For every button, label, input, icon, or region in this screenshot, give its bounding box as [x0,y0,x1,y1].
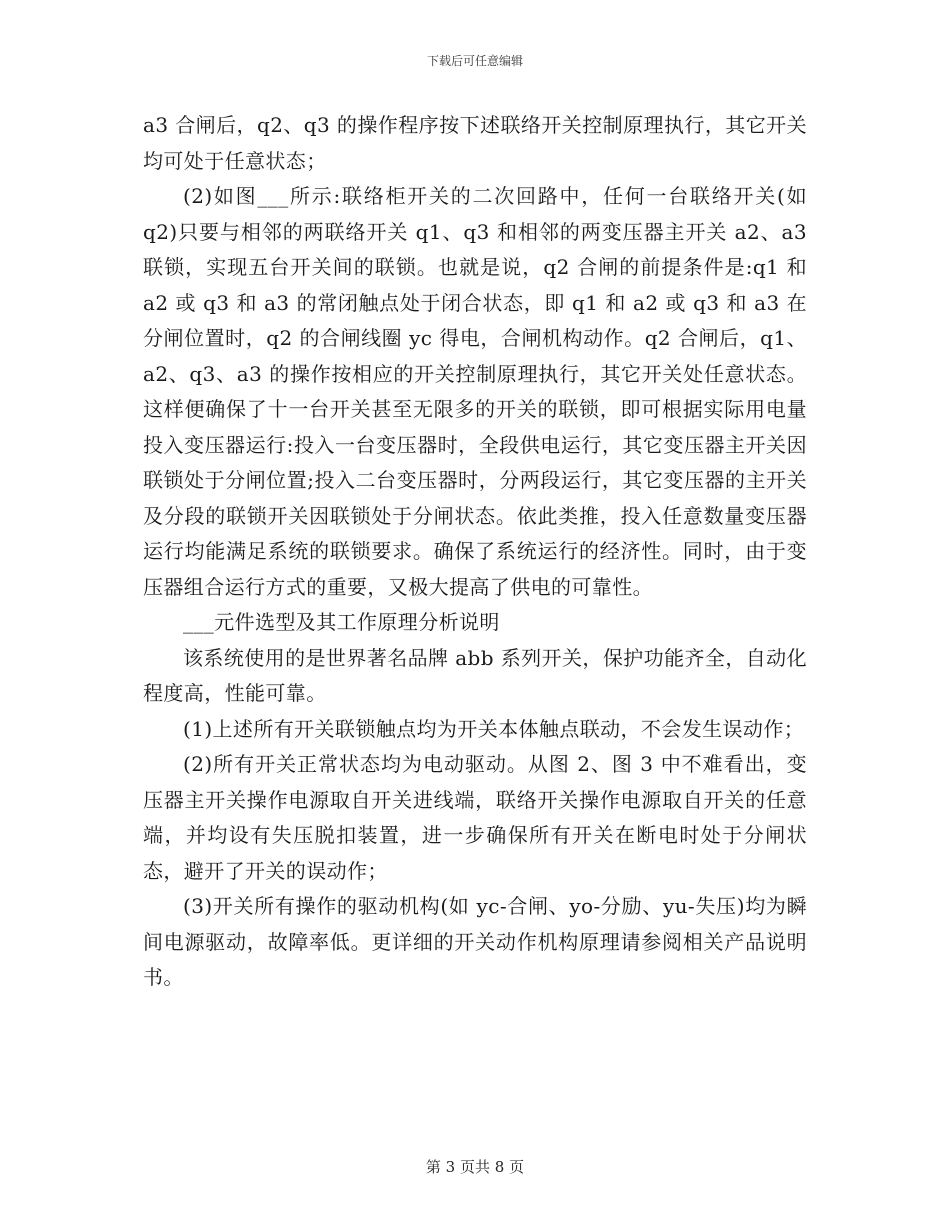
paragraph: (2)如图___所示:联络柜开关的二次回路中，任何一台联络开关(如 q2)只要与相邻的两联络开关 q1、q3 和相邻的两变压器主开关 a2、a3 联锁，实现五台开关间的联锁。也就是说，q2 合闸的前提条件是:q1 和 a2 或 q3 和 a3 的常闭触点处于闭合状态，即 q1 和 a2 或 q3 和 a3 在分闸位置时，q2 的合闸线圈 yc 得电，合闸机构动作。q2 合闸后，q1、a2、q3、a3 的操作按相应的开关控制原理执行，其它开关处任意状态。这样便确保了十一台开关甚至无限多的开关的联锁，即可根据实际用电量投入变压器运行:投入一台变压器时，全段供电运行，其它变压器主开关因联锁处于分闸位置;投入二台变压器时，分两段运行，其它变压器的主开关及分段的联锁开关因联锁处于分闸状态。依此类推，投入任意数量变压器运行均能满足系统的联锁要求。确保了系统运行的经济性。同时，由于变压器组合运行方式的重要，又极大提高了供电的可靠性。 [143,184,807,599]
paragraph: (3)开关所有操作的驱动机构(如 yc-合闸、yo-分励、yu-失压)均为瞬间电源驱动，故障率低。更详细的开关动作机构原理请参阅相关产品说明书。 [143,894,807,989]
paragraph: (2)所有开关正常状态均为电动驱动。从图 2、图 3 中不难看出，变压器主开关操作电源取自开关进线端，联络开关操作电源取自开关的任意端，并均设有失压脱扣装置，进一步确保所有开关在断电时处于分闸状态，避开了开关的误动作； [143,752,807,883]
paragraph: (1)上述所有开关联锁触点均为开关本体触点联动，不会发生误动作； [183,716,805,741]
page-header: 下载后可任意编辑 [426,54,523,68]
paragraph: 该系统使用的是世界著名品牌 abb 系列开关，保护功能齐全，自动化程度高，性能可靠。 [143,645,807,705]
section-heading: ___元件选型及其工作原理分析说明 [183,610,500,634]
paragraph: a3 合闸后，q2、q3 的操作程序按下述联络开关控制原理执行，其它开关均可处于任意状态； [143,113,807,173]
document-body [143,108,807,996]
page-number: 第 3 页共 8 页 [425,1158,525,1176]
